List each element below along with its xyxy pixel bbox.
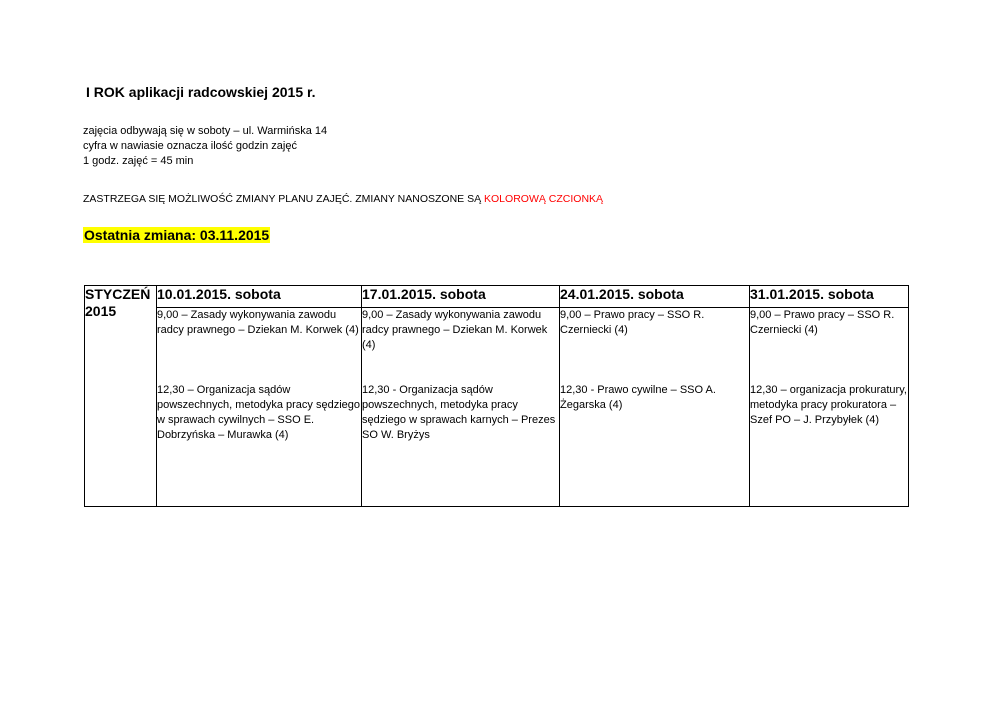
change-warning-text: ZASTRZEGA SIĘ MOŻLIWOŚĆ ZMIANY PLANU ZAJĘĆ. ZMIANY NANOSZONE SĄ — [83, 193, 485, 205]
change-warning — [83, 193, 603, 205]
schedule-entry: 12,30 – organizacja prokuratury, metodyka pracy prokuratora – Szef PO – J. Przybyłek (4) — [750, 384, 907, 426]
schedule-entry: 9,00 – Zasady wykonywania zawodu radcy prawnego – Dziekan M. Korwek (4) — [157, 309, 359, 336]
schedule-entry: 12,30 - Prawo cywilne – SSO A. Żegarska (4) — [560, 384, 716, 411]
info-location: zajęcia odbywają się w soboty – ul. Warmińska 14 — [83, 125, 328, 137]
schedule-table — [84, 285, 909, 507]
schedule-entry: 9,00 – Prawo pracy – SSO R. Czerniecki (4) — [560, 309, 705, 336]
schedule-entry: 12,30 – Organizacja sądów powszechnych, metodyka pracy sędziego w sprawach cywilnych – SSO E. Dobrzyńska – Murawka (4) — [157, 384, 360, 441]
info-hours-note: cyfra w nawiasie oznacza ilość godzin zajęć — [83, 140, 297, 152]
day-cell — [750, 308, 909, 507]
schedule-entry: 9,00 – Prawo pracy – SSO R. Czerniecki (4) — [750, 309, 895, 336]
day-cell — [560, 308, 750, 507]
day-header: 24.01.2015. sobota — [560, 286, 750, 308]
day-cell — [362, 308, 560, 507]
day-cell — [157, 308, 362, 507]
schedule-header-row — [85, 286, 909, 308]
last-change-banner: Ostatnia zmiana: 03.11.2015 — [84, 227, 270, 243]
document-title: I ROK aplikacji radcowskiej 2015 r. — [86, 84, 316, 100]
day-header: 10.01.2015. sobota — [157, 286, 362, 308]
schedule-entry: 12,30 - Organizacja sądów powszechnych, metodyka pracy sędziego w sprawach karnych – Prezes SO W. Bryżys — [362, 384, 556, 441]
change-warning-highlight: KOLOROWĄ CZCIONKĄ — [484, 193, 604, 205]
schedule-entry: 9,00 – Zasady wykonywania zawodu radcy prawnego – Dziekan M. Korwek (4) — [362, 309, 548, 351]
month-label: STYCZEŃ 2015 — [85, 286, 157, 507]
info-hour-length: 1 godz. zajęć = 45 min — [83, 155, 194, 167]
info-block — [83, 124, 327, 169]
schedule-body-row — [85, 308, 909, 507]
day-header: 17.01.2015. sobota — [362, 286, 560, 308]
day-header: 31.01.2015. sobota — [750, 286, 909, 308]
